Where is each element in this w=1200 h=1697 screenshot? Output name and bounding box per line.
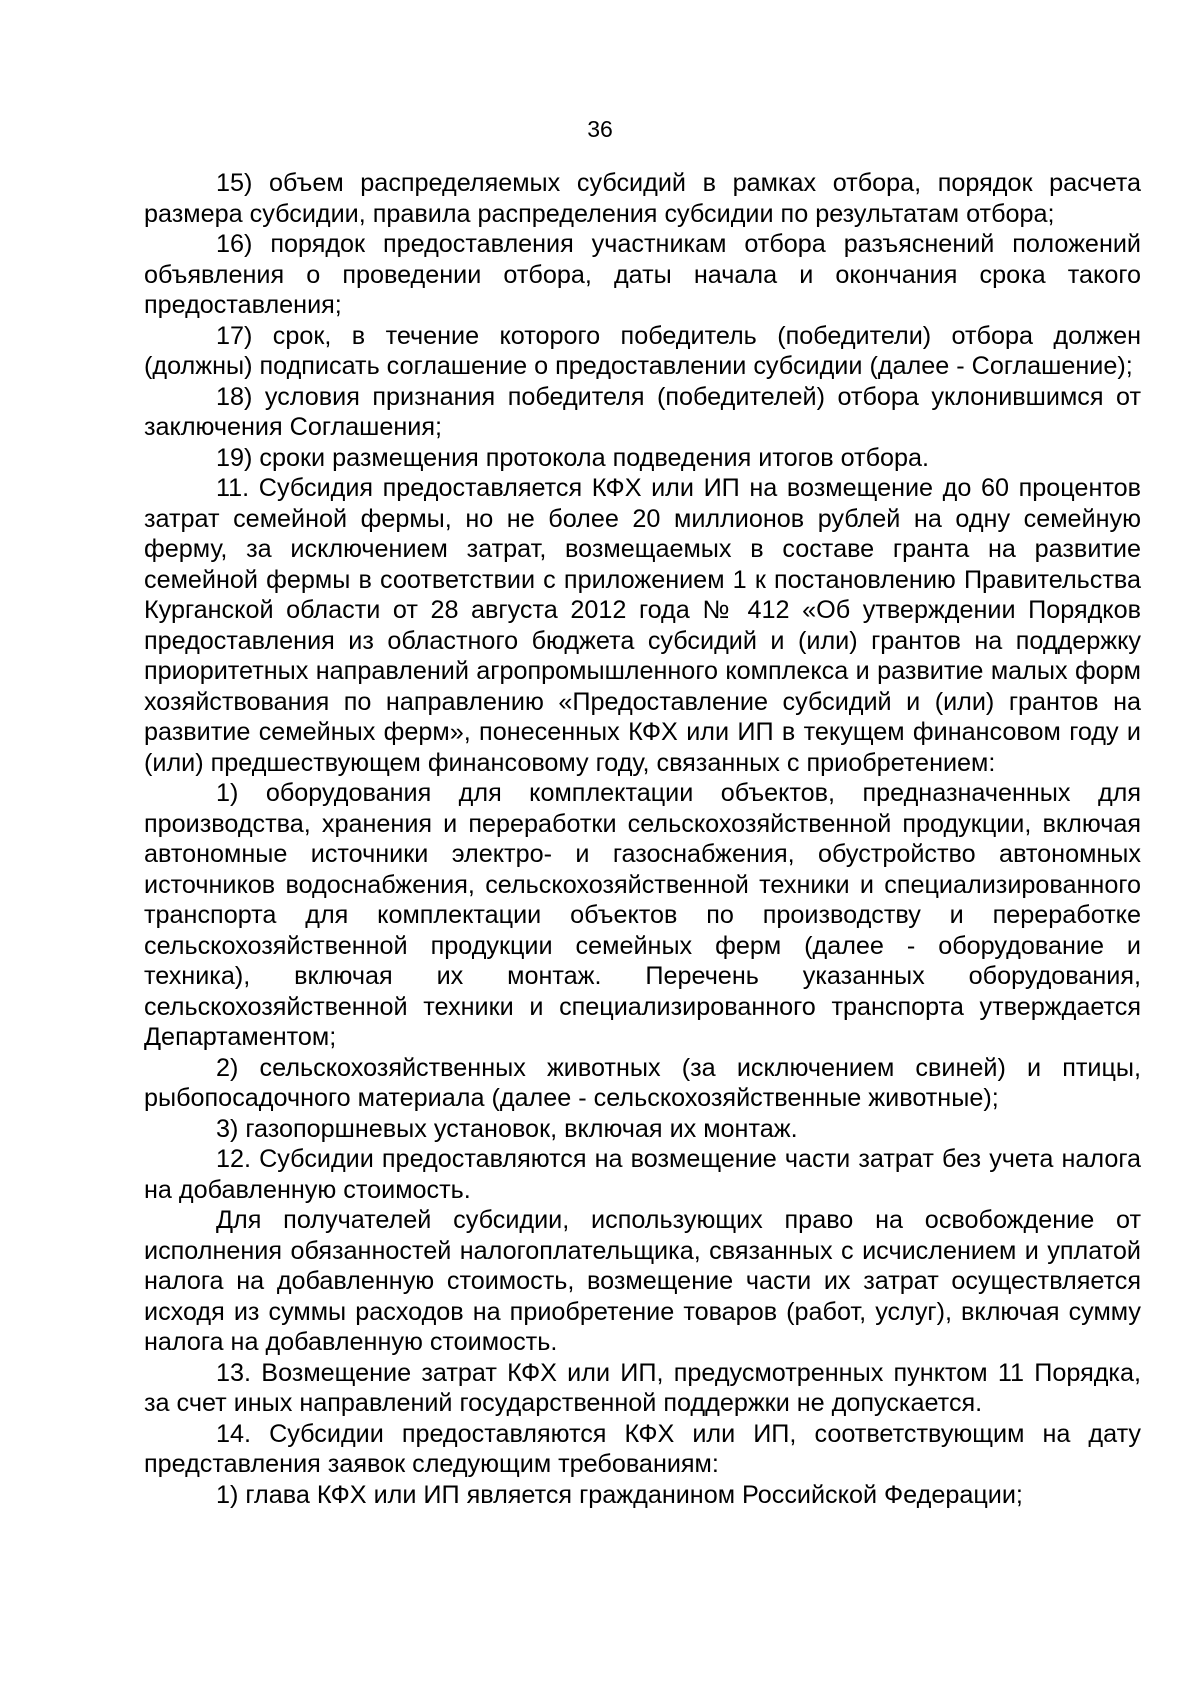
paragraph-point-11: 11. Субсидия предоставляется КФХ или ИП на возмещение до 60 процентов затрат семейной фермы, но не более 20 миллионов рублей на одну семейную ферму, за исключением затрат, возмещаемых в составе гранта на развитие семейной фермы в соответствии с приложением 1 к постановлению Правительства Курганской области от 28 августа 2012 года № 412 «Об утверждении Порядков предоставления из областного бюджета субсидий и (или) грантов на поддержку приоритетных направлений агропромышленного комплекса и развитие малых форм хозяйствования по направлению «Предоставление субсидий и (или) грантов на развитие семейных ферм», понесенных КФХ или ИП в текущем финансовом году и (или) предшествующем финансовому году, связанных с приобретением: [144,474,1141,777]
paragraph-subitem-3: 3) газопоршневых установок, включая их монтаж. [216,1114,798,1143]
paragraph-item-19: 19) сроки размещения протокола подведения итогов отбора. [216,443,930,472]
paragraph-requirement-1: 1) глава КФХ или ИП является гражданином Российской Федерации; [216,1480,1023,1509]
page-number: 36 [587,116,613,142]
paragraph-item-18: 18) условия признания победителя (победителей) отбора уклонившимся от заключения Соглашения; [144,382,1141,441]
paragraph-point-14: 14. Субсидии предоставляются КФХ или ИП, соответствующим на дату представления заявок следующим требованиям: [144,1419,1141,1478]
paragraph-subitem-1: 1) оборудования для комплектации объектов, предназначенных для производства, хранения и переработки сельскохозяйственной продукции, включая автономные источники электро- и газоснабжения, обустройство автономных источников водоснабжения, сельскохозяйственной техники и специализированного транспорта для комплектации объектов по производству и переработке сельскохозяйственной продукции семейных ферм (далее - оборудование и техника), включая их монтаж. Перечень указанных оборудования, сельскохозяйственной техники и специализированного транспорта утверждается Департаментом; [144,779,1141,1051]
paragraph-point-13: 13. Возмещение затрат КФХ или ИП, предусмотренных пунктом 11 Порядка, за счет иных направлений государственной поддержки не допускается. [144,1358,1141,1417]
paragraph-point-12: 12. Субсидии предоставляются на возмещение части затрат без учета налога на добавленную стоимость. [144,1145,1141,1204]
paragraph-subitem-2: 2) сельскохозяйственных животных (за исключением свиней) и птицы, рыбопосадочного материала (далее - сельскохозяйственные животные); [144,1053,1141,1112]
document-body [144,168,1141,1510]
paragraph-item-17: 17) срок, в течение которого победитель (победители) отбора должен (должны) подписать соглашение о предоставлении субсидии (далее - Соглашение); [144,321,1141,380]
paragraph-item-16: 16) порядок предоставления участникам отбора разъяснений положений объявления о проведении отбора, даты начала и окончания срока такого предоставления; [144,230,1141,319]
paragraph-vat-exemption: Для получателей субсидии, использующих право на освобождение от исполнения обязанностей налогоплательщика, связанных с исчислением и уплатой налога на добавленную стоимость, возмещение части их затрат осуществляется исходя из суммы расходов на приобретение товаров (работ, услуг), включая сумму налога на добавленную стоимость. [144,1206,1141,1356]
paragraph-item-15: 15) объем распределяемых субсидий в рамках отбора, порядок расчета размера субсидии, правила распределения субсидии по результатам отбора; [144,169,1141,228]
